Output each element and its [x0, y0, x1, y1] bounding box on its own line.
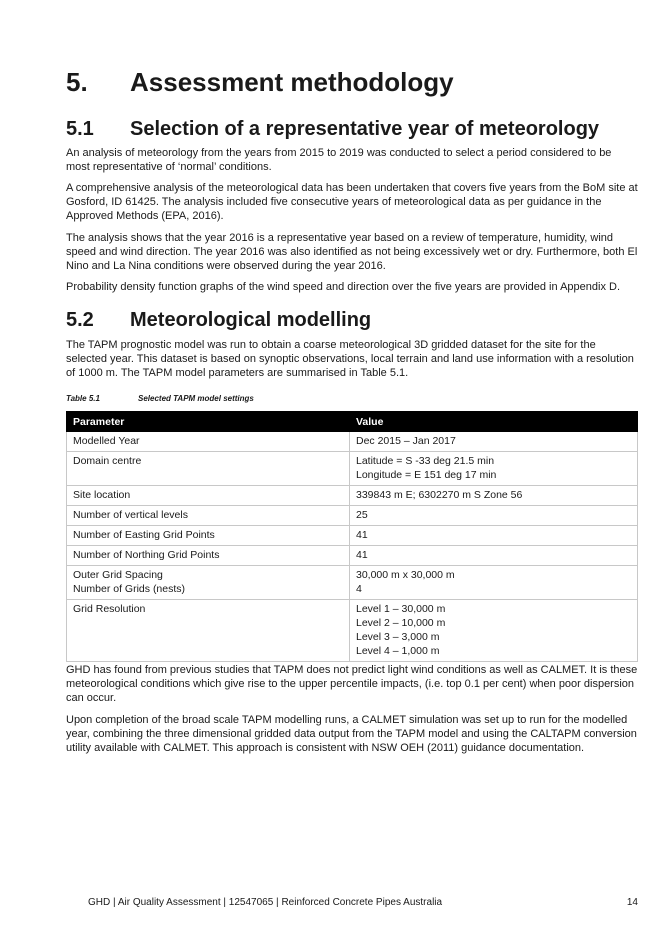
cell-text: Modelled Year: [73, 435, 140, 447]
subsection-title: Meteorological modelling: [130, 309, 372, 331]
cell-text: 339843 m E; 6302270 m S Zone 56: [356, 489, 523, 501]
cell-text: 41: [356, 529, 368, 541]
cell-text: Number of Grids (nests): [73, 583, 186, 595]
cell-text: Number of Easting Grid Points: [73, 529, 215, 541]
cell-text: 4: [356, 583, 362, 595]
page-number: 14: [626, 897, 638, 908]
cell-text: Domain centre: [73, 455, 142, 467]
table-caption-title: Selected TAPM model settings: [138, 394, 254, 403]
value-cell: [350, 526, 638, 546]
cell-text: Latitude = S -33 deg 21.5 min: [356, 455, 495, 467]
cell-text: 25: [356, 509, 368, 521]
table-row: [67, 566, 638, 600]
table-caption: [66, 394, 254, 404]
table-row: [67, 506, 638, 526]
cell-text: 30,000 m x 30,000 m: [356, 569, 455, 581]
paragraph: A comprehensive analysis of the meteorological data has been undertaken that covers five years from the BoM site at Gosford, ID 61425. The analysis included five consecutive years of meteorological data as per guidance in the Approved Methods (EPA, 2016).: [66, 182, 638, 222]
cell-text: Number of Northing Grid Points: [73, 549, 220, 561]
cell-text: Outer Grid Spacing: [73, 569, 163, 581]
section-number: 5.: [66, 67, 88, 97]
paragraph: An analysis of meteorology from the years from 2015 to 2019 was conducted to select a period considered to be most representative of ‘normal’ conditions.: [66, 147, 612, 173]
cell-text: Number of vertical levels: [73, 509, 188, 521]
table-row: [67, 600, 638, 662]
cell-text: Grid Resolution: [73, 603, 146, 615]
parameter-cell: [67, 546, 350, 566]
value-cell: [350, 486, 638, 506]
subsection-title: Selection of a representative year of meteorology: [130, 118, 600, 140]
tapm-settings-table: [66, 411, 638, 662]
value-cell: [350, 506, 638, 526]
cell-text: Site location: [73, 489, 131, 501]
paragraph: Probability density function graphs of the wind speed and direction over the five years are provided in Appendix D.: [66, 281, 620, 293]
parameter-cell: [67, 452, 350, 486]
subsection-number: 5.1: [66, 118, 94, 140]
table-header-row: [67, 412, 638, 432]
value-cell: [350, 432, 638, 452]
footer-text: GHD | Air Quality Assessment | 12547065 | Reinforced Concrete Pipes Australia: [88, 897, 443, 908]
paragraph: The analysis shows that the year 2016 is a representative year based on a review of temperature, humidity, wind speed and wind direction. The year 2016 was also identified as not being excessively wet or dry. Furthermore, both El Nino and La Nina conditions were observed during the year 2016.: [66, 232, 638, 272]
parameter-cell: [67, 600, 350, 662]
cell-text: Level 1 – 30,000 m: [356, 603, 446, 615]
value-cell: [350, 452, 638, 486]
parameter-cell: [67, 506, 350, 526]
subsection-heading-5-1: [66, 116, 638, 142]
cell-text: Level 2 – 10,000 m: [356, 617, 446, 629]
cell-text: Dec 2015 – Jan 2017: [356, 435, 456, 447]
section-heading: [66, 66, 638, 98]
parameter-cell: [67, 566, 350, 600]
parameter-cell: [67, 526, 350, 546]
cell-text: Longitude = E 151 deg 17 min: [356, 469, 497, 481]
cell-text: Level 3 – 3,000 m: [356, 631, 440, 643]
paragraph: The TAPM prognostic model was run to obtain a coarse meteorological 3D gridded dataset for the site for the selected year. This dataset is based on synoptic observations, local terrain and land use information with a resolution of 1000 m. The TAPM model parameters are summarised in Table 5.1.: [66, 339, 634, 379]
cell-text: 41: [356, 549, 368, 561]
table-row: [67, 452, 638, 486]
column-header-value: Value: [350, 412, 638, 432]
column-header-parameter: Parameter: [67, 412, 350, 432]
table-row: [67, 486, 638, 506]
value-cell: [350, 546, 638, 566]
paragraph: GHD has found from previous studies that TAPM does not predict light wind conditions as well as CALMET. It is these meteorological conditions which give rise to the upper percentile impacts, (i.e. top 0.1 per cent) when poor dispersion can occur.: [66, 664, 638, 704]
table-row: [67, 546, 638, 566]
table-row: [67, 526, 638, 546]
table-row: [67, 432, 638, 452]
paragraph: Upon completion of the broad scale TAPM modelling runs, a CALMET simulation was set up to run for the modelled year, combining the three dimensional gridded data output from the TAPM model and using the CALTAPM conversion utility available with CALMET. This approach is consistent with NSW OEH (2011) guidance documentation.: [66, 714, 637, 754]
section-title: Assessment methodology: [130, 67, 454, 97]
table-caption-number: Table 5.1: [66, 394, 100, 403]
parameter-cell: [67, 486, 350, 506]
value-cell: [350, 600, 638, 662]
parameter-cell: [67, 432, 350, 452]
value-cell: [350, 566, 638, 600]
cell-text: Level 4 – 1,000 m: [356, 645, 440, 657]
subsection-number: 5.2: [66, 309, 94, 331]
subsection-heading-5-2: [66, 307, 638, 333]
